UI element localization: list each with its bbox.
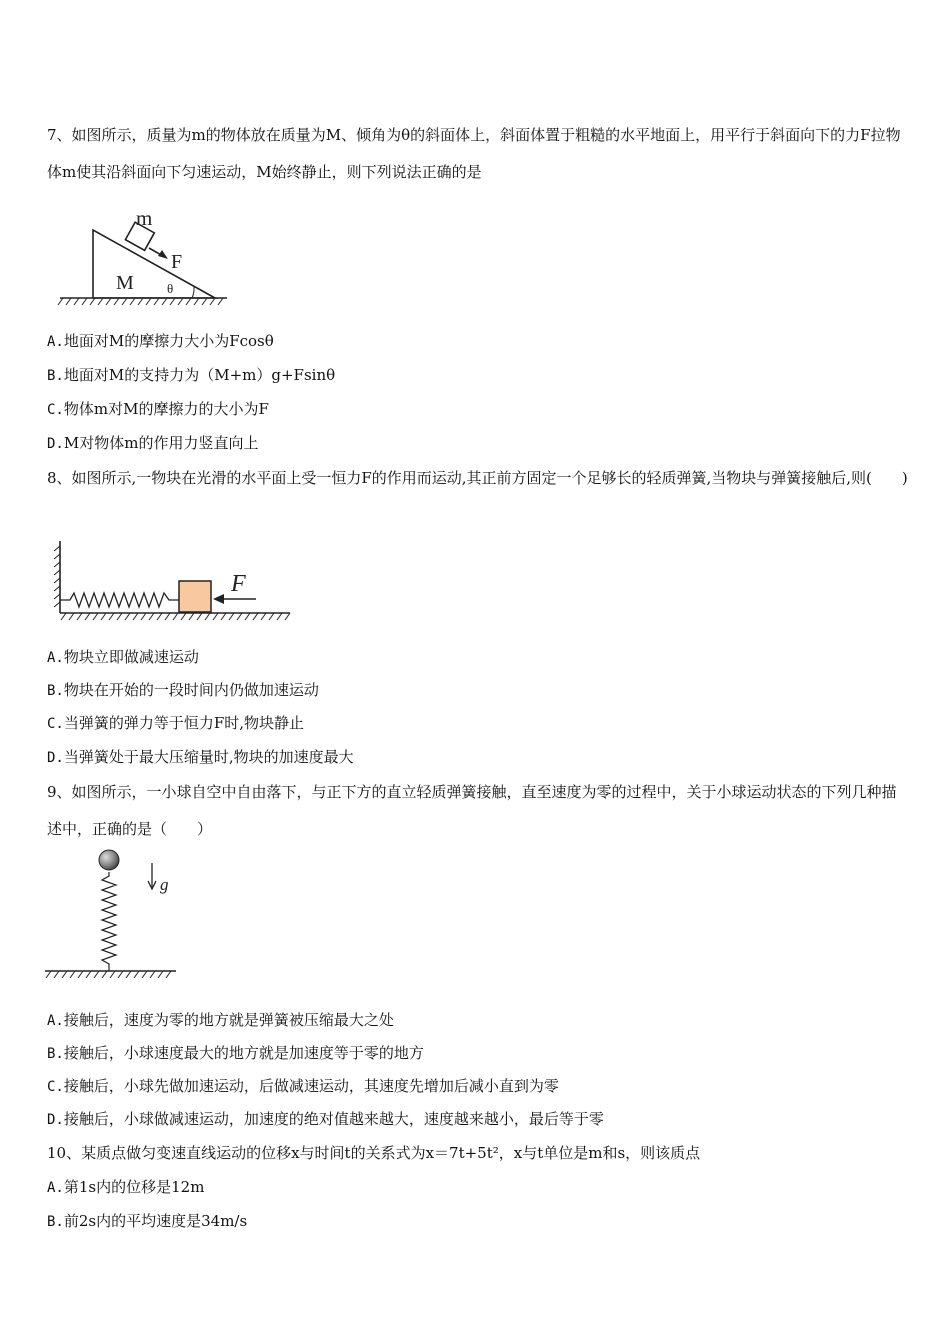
- q7-label-F: F: [171, 251, 183, 273]
- q8-spring-block-figure: [50, 538, 295, 623]
- q7-option-d: [47, 433, 258, 454]
- q10-option-b-letter: B.: [47, 1214, 64, 1230]
- q9-option-a-text: 接触后，速度为零的地方就是弹簧被压缩最大之处: [63, 1011, 394, 1029]
- q9-option-c: [47, 1076, 559, 1097]
- q8-label-F: F: [231, 571, 246, 597]
- q7-label-theta: θ: [167, 281, 174, 296]
- q9-label-g: g: [160, 875, 169, 894]
- q7-option-c: [47, 399, 269, 420]
- q7-option-c-text: 物体m对M的摩擦力的大小为F: [63, 400, 269, 418]
- q8-option-c-letter: C.: [47, 716, 64, 732]
- q7-option-a: [47, 331, 274, 352]
- q7-option-a-text: 地面对M的摩擦力大小为Fcosθ: [63, 332, 274, 350]
- q8-option-b-text: 物块在开始的一段时间内仍做加速运动: [63, 681, 319, 699]
- q9-option-c-text: 接触后，小球先做加速运动，后做减速运动，其速度先增加后减小直到为零: [63, 1077, 559, 1095]
- q9-option-a-letter: A.: [47, 1013, 64, 1029]
- q7-option-b: [47, 365, 335, 386]
- q9-ball-spring-figure: [44, 845, 179, 987]
- q8-floor-hatch: [61, 613, 290, 620]
- q10-option-b: [47, 1211, 247, 1232]
- q9-option-b-text: 接触后，小球速度最大的地方就是加速度等于零的地方: [63, 1044, 424, 1062]
- question-7-stem: 7、如图所示，质量为m的物体放在质量为M、倾角为θ的斜面体上，斜面体置于粗糙的水平地面上，用平行于斜面向下的力F拉物体m使其沿斜面向下匀速运动，M始终静止，则下列说法正确的是: [47, 126, 901, 181]
- q7-option-a-letter: A.: [47, 334, 64, 350]
- q7-label-m: m: [136, 206, 153, 230]
- q9-spring: [102, 872, 116, 971]
- q7-incline-figure: [55, 205, 235, 310]
- q8-option-b: [47, 680, 319, 701]
- q8-option-b-letter: B.: [47, 683, 64, 699]
- q9-ground-hatch: [46, 971, 171, 978]
- q7-incline-wedge: [93, 230, 215, 298]
- q7-ground-hatch: [58, 298, 223, 305]
- q10-option-a-text: 第1s内的位移是12m: [63, 1178, 205, 1196]
- q10-option-b-text: 前2s内的平均速度是34m/s: [63, 1212, 248, 1230]
- q8-option-a-letter: A.: [47, 650, 64, 666]
- q9-option-c-letter: C.: [47, 1079, 64, 1095]
- q8-option-a-text: 物块立即做减速运动: [63, 648, 199, 666]
- q7-option-c-letter: C.: [47, 402, 64, 418]
- q9-option-d-text: 接触后，小球做减速运动，加速度的绝对值越来越大，速度越来越小，最后等于零: [63, 1110, 604, 1128]
- q7-option-d-text: M对物体m的作用力竖直向上: [63, 434, 259, 452]
- q8-spring: [60, 593, 179, 607]
- q8-option-a: [47, 647, 199, 668]
- q8-option-d: [47, 747, 354, 768]
- question-9-stem: 9、如图所示，一小球自空中自由落下，与正下方的直立轻质弹簧接触，直至速度为零的过程中，关于小球运动状态的下列几种描述中，正确的是（ ）: [47, 783, 897, 838]
- q7-option-b-text: 地面对M的支持力为（M+m）g+Fsinθ: [63, 366, 336, 384]
- q8-option-d-letter: D.: [47, 750, 64, 766]
- q7-angle-arc: [192, 287, 194, 298]
- q9-ball: [99, 850, 119, 870]
- q8-option-c-text: 当弹簧的弹力等于恒力F时,物块静止: [63, 714, 305, 732]
- question-10-stem: 10、某质点做匀变速直线运动的位移x与时间t的关系式为x＝7t+5t²，x与t单位是m和s，则该质点: [47, 1144, 701, 1162]
- q7-force-arrowhead: [158, 250, 168, 259]
- q10-option-a: [47, 1177, 204, 1198]
- q8-force-arrowhead: [213, 594, 224, 604]
- q7-option-b-letter: B.: [47, 368, 64, 384]
- q10-option-a-letter: A.: [47, 1180, 64, 1196]
- q8-wall-hatch: [54, 546, 60, 607]
- q9-option-b: [47, 1043, 424, 1064]
- q9-option-b-letter: B.: [47, 1046, 64, 1062]
- q9-option-d: [47, 1109, 604, 1130]
- q8-block: [179, 581, 211, 612]
- question-8-stem: 8、如图所示,一物块在光滑的水平面上受一恒力F的作用而运动,其正前方固定一个足够长的轻质弹簧,当物块与弹簧接触后,则( ): [47, 469, 908, 487]
- q7-label-M: M: [116, 272, 134, 294]
- q9-option-a: [47, 1010, 394, 1031]
- q7-option-d-letter: D.: [47, 436, 64, 452]
- q8-option-c: [47, 713, 304, 734]
- q8-option-d-text: 当弹簧处于最大压缩量时,物块的加速度最大: [63, 748, 354, 766]
- q9-option-d-letter: D.: [47, 1112, 64, 1128]
